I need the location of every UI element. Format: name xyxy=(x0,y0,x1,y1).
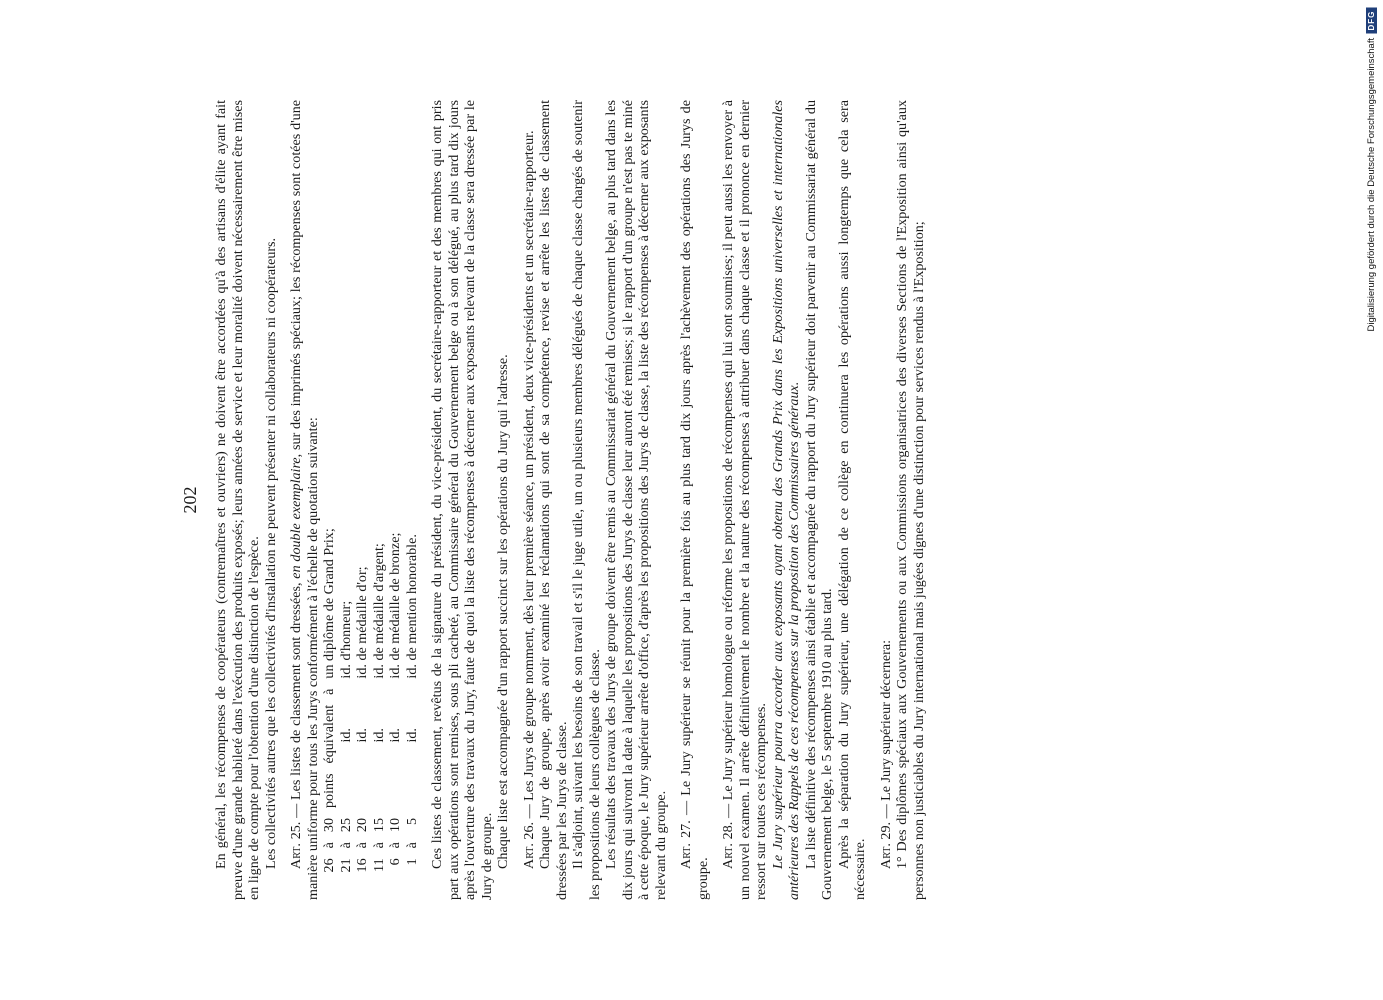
table-row: 1 à 5 id. id. de mention honorable. xyxy=(403,534,419,866)
paragraph-group-results: Les résultats des travaux des Jurys de groupe doivent être remis au Commissariat général du Gouvernement belge, au plus tard dans les dix jours qui suivront la date à laquelle les propositions des Jurys de classe leur auront été remises; si le rapport d'un groupe n'est pas te miné à cette époque, le Jury supérieur arrête d'office, d'après les propositions des Jurys de classe, la liste des récompenses à décerner aux exposants relevant du groupe. xyxy=(602,100,668,900)
page-number: 202 xyxy=(179,486,200,514)
article-29: Art. 29. — Le Jury supérieur décernera: xyxy=(877,639,893,869)
table-row: 6 à 10 id. id. de médaille de bronze; xyxy=(386,532,403,866)
digitization-credit xyxy=(1366,8,1377,332)
quotation-scale-table xyxy=(321,523,420,877)
article-28: Art. 28. — Le Jury supérieur homologue ou réforme les propositions de récompenses qui lui sont soumises; il peut aussi les renvoyer à un nouvel examen. Il arrête définitivement le nombre et la nature des récompenses à attribuer dans chaque classe et il prononce en dernier ressort sur toutes ces récompenses. xyxy=(719,100,769,900)
article-26: Art. 26. — Les Jurys de groupe nomment, dès leur première séance, un président, deux vice-présidents et un secrétaire-rapporteur. xyxy=(520,130,536,869)
paragraph-delegation: Après la séparation du Jury supérieur, une délégation de ce collège en continuera les opérations aussi longtemps que cela sera nécessaire. xyxy=(835,100,868,900)
table-row: 16 à 20 id. id. de médaille d'or; xyxy=(353,566,370,873)
dfg-logo: DFG xyxy=(1366,8,1377,34)
paragraph-group-jury: Chaque Jury de groupe, après avoir examiné les réclamations qui sont de sa compétence, revise et arrête les listes de classement dressées par les Jurys de classe. xyxy=(536,100,569,900)
paragraph-delegates: Il s'adjoint, suivant les besoins de son travail et s'il le juge utile, un ou plusieurs membres délégués de chaque classe chargés de soutenir les propositions de leurs collègues de classe. xyxy=(569,100,602,900)
paragraph-grand-prix-recalls: Le Jury supérieur pourra accorder aux exposants ayant obtenu des Grands Prix dans les Expositions universelles et internationales antérieures des Rappels de ces récompenses sur la proposition des Commissaires généraux. xyxy=(769,100,802,900)
paragraph-collectivities: Les collectivités autres que les collectivités d'installation ne peuvent présenter ni collaborateurs ni coopérateurs. xyxy=(262,237,278,869)
table-row: 26 à 30 points équivalent à un diplôme de Grand Prix; xyxy=(320,528,337,873)
table-row: 11 à 15 id. id. de médaille d'argent; xyxy=(370,543,386,872)
paragraph-classification-lists: Ces listes de classement, revêtus de la signature du président, du vice-président, du secrétaire-rapporteur et des membres qui ont pris part aux opérations sont remises, sous pli cacheté, au Commissaire général du Gouvernement belge ou à son délégué, au plus tard dix jours après l'ouverture des travaux du Jury, faute de quoi la liste des récompenses à décerner aux exposants relevant de la classe sera dressée par le Jury de groupe. xyxy=(428,100,494,900)
article-label: Art. 28. xyxy=(719,821,736,869)
article-label: Art. 27. xyxy=(677,820,694,869)
paragraph-report: Chaque liste est accompagnée d'un rapport succinct sur les opérations du Jury qui l'adresse. xyxy=(494,354,511,869)
article-label: Art. 25. xyxy=(287,821,304,869)
table-row: 21 à 25 id. id. d'honneur; xyxy=(337,600,353,873)
article-25: Art. 25. — Les listes de classement sont dressées, en double exemplaire, sur des imprimés spéciaux; les récompenses sont cotées d'une manière uniforme pour tous les Jurys conformément à l'échelle de quotation suivante: xyxy=(287,99,320,900)
rotated-page xyxy=(162,90,1222,910)
document-body xyxy=(213,90,927,910)
article-label: Art. 26. xyxy=(520,821,536,869)
paragraph-final-list: La liste définitive des récompenses ainsi établie et accompagnée du rapport du Jury supérieur doit parvenir au Commissariat général du Gouvernement belge, le 5 septembre 1910 au plus tard. xyxy=(802,100,835,900)
article-label: Art. 29. xyxy=(877,821,893,869)
paragraph-general-awards: En général, les récompenses de coopérateurs (contremaîtres et ouvriers) ne doivent être accordées qu'à des artisans d'élite ayant fait preuve d'une grande habileté dans l'exécution des produits exposés; leurs années de service et leur moralité doivent nécessairement être mises en ligne de compte pour l'obtention d'une distinction de l'espèce. xyxy=(212,100,262,900)
article-27: Art. 27. — Le Jury supérieur se réunit pour la première fois au plus tard dix jours après l'achèvement des opérations des Jurys de groupe. xyxy=(677,100,710,900)
paragraph-special-diplomas: 1° Des diplômes spéciaux aux Gouvernements ou aux Commissions organisatrices des diverses Sections de l'Exposition ainsi qu'aux personnes non justiciables du Jury international mais jugées dignes d'une distinction pour services rendus à l'Exposition; xyxy=(893,100,926,900)
credit-text: Digitalisierung gefördert durch die Deutsche Forschungsgemeinschaft xyxy=(1366,37,1377,332)
